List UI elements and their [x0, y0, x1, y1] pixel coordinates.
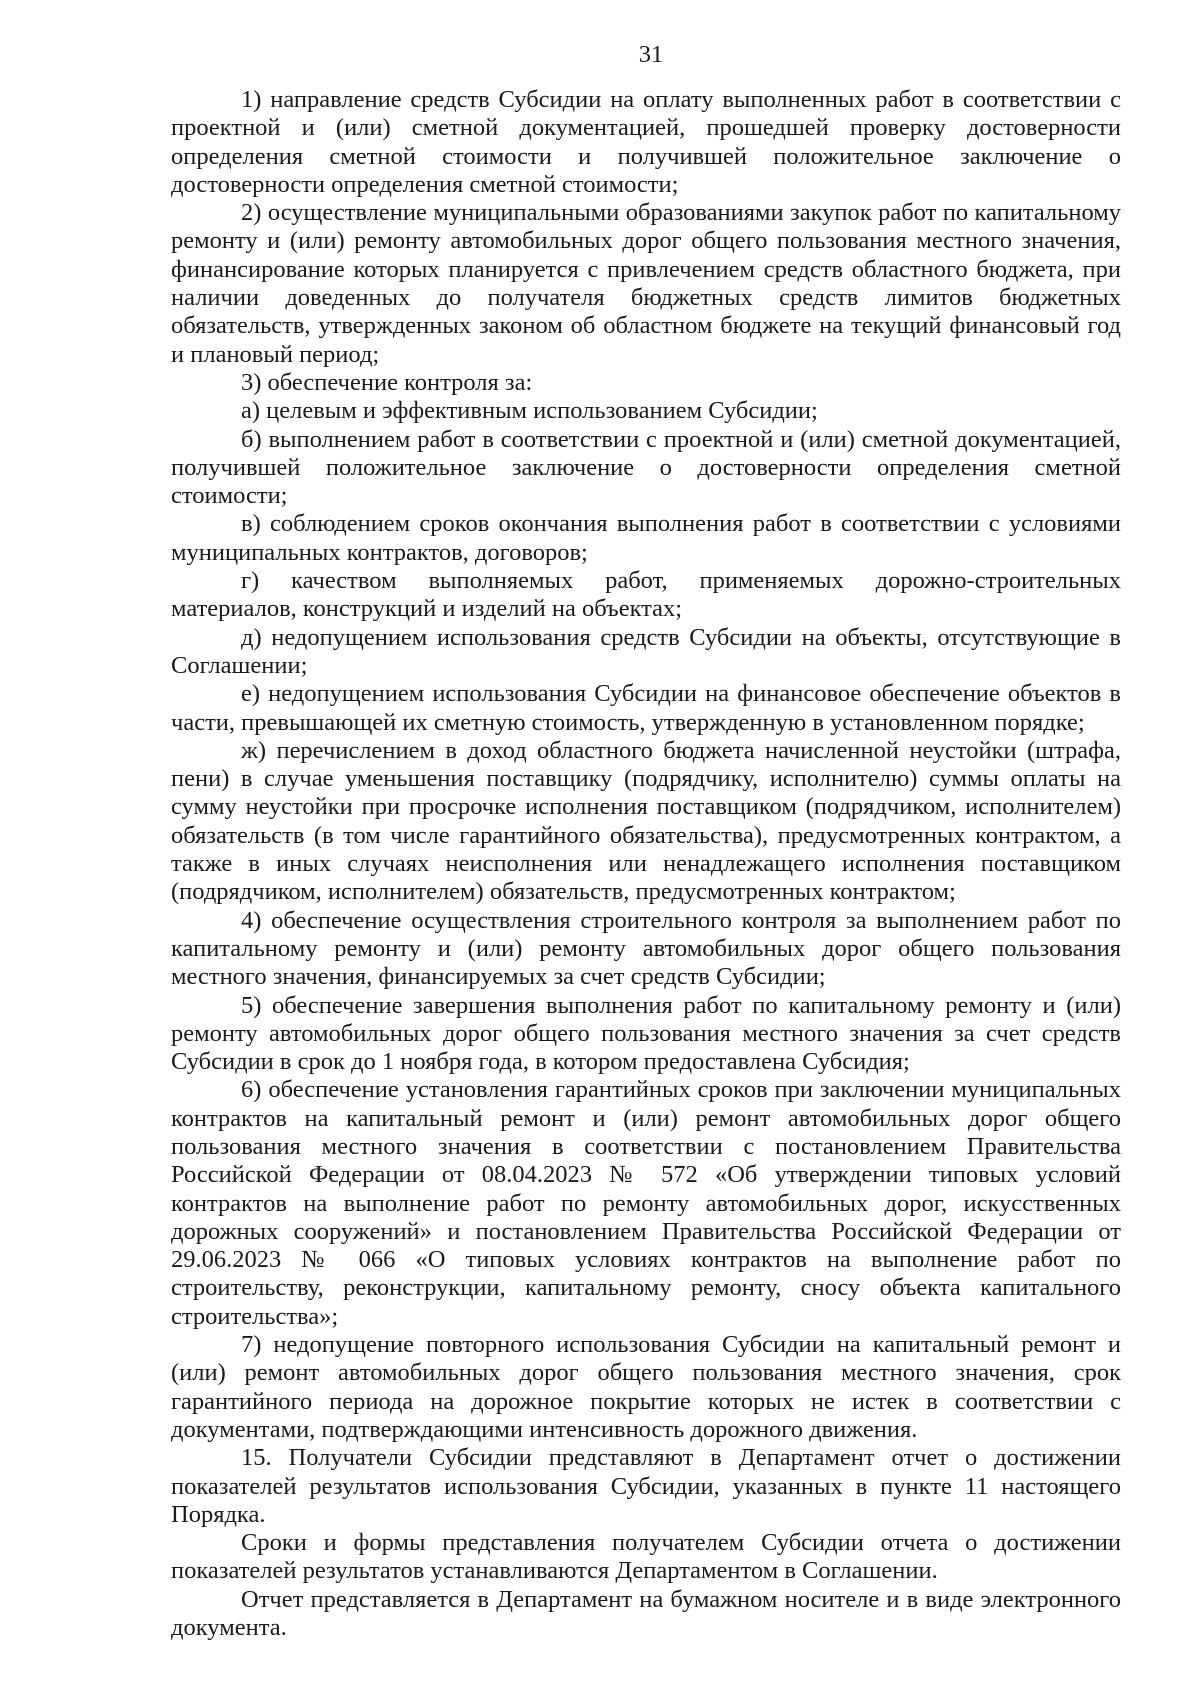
paragraph-clause-15: 15. Получатели Субсидии представляют в Департамент отчет о достижении показателей результатов использования Субсидии, указанных в пункте 11 настоящего Порядка. [171, 1444, 1121, 1528]
paragraph-item-4: 4) обеспечение осуществления строительного контроля за выполнением работ по капитальному ремонту и (или) ремонту автомобильных дорог общего пользования местного значения, финансируемых за счет средств Субсидии; [171, 906, 1121, 991]
paragraph-report-terms: Сроки и формы представления получателем Субсидии отчета о достижении показателей результатов устанавливаются Департаментом в Соглашении. [171, 1529, 1121, 1585]
paragraph-item-7: 7) недопущение повторного использования Субсидии на капитальный ремонт и (или) ремонт автомобильных дорог общего пользования местного значения, срок гарантийного периода на дорожное покрытие которых не истек в соответствии с документами, подтверждающими интенсивность дорожного движения. [171, 1331, 1121, 1443]
document-page [171, 40, 1121, 1642]
paragraph-subitem-v: в) соблюдением сроков окончания выполнения работ в соответствии с условиями муниципальных контрактов, договоров; [171, 510, 1121, 566]
paragraph-subitem-d: д) недопущением использования средств Субсидии на объекты, отсутствующие в Соглашении; [171, 623, 1121, 679]
paragraph-subitem-b: б) выполнением работ в соответствии с проектной и (или) сметной документацией, получившей положительное заключение о достоверности определения сметной стоимости; [171, 425, 1121, 510]
paragraph-subitem-zh: ж) перечислением в доход областного бюджета начисленной неустойки (штрафа, пени) в случае уменьшения поставщику (подрядчику, исполнителю) суммы оплаты на сумму неустойки при просрочке исполнения поставщиком (подрядчиком, исполнителем) обязательств (в том числе гарантийного обязательства), предусмотренных контрактом, а также в иных случаях неисполнения или ненадлежащего исполнения поставщиком (подрядчиком, исполнителем) обязательств, предусмотренных контрактом; [171, 736, 1121, 906]
paragraph-report-format: Отчет представляется в Департамент на бумажном носителе и в виде электронного документа. [171, 1585, 1121, 1642]
page-number: 31 [638, 41, 664, 68]
paragraph-item-3: 3) обеспечение контроля за: [241, 368, 533, 396]
paragraph-subitem-e: е) недопущением использования Субсидии на финансовое обеспечение объектов в части, превышающей их сметную стоимость, утвержденную в установленном порядке; [171, 680, 1121, 736]
paragraph-subitem-a: а) целевым и эффективным использованием Субсидии; [241, 397, 818, 425]
paragraph-item-6: 6) обеспечение установления гарантийных сроков при заключении муниципальных контрактов на капитальный ремонт и (или) ремонт автомобильных дорог общего пользования местного значения в соответствии с постановлением Правительства Российской Федерации от 08.04.2023 № 572 «Об утверждении типовых условий контрактов на выполнение работ по ремонту автомобильных дорог, искусственных дорожных сооружений» и постановлением Правительства Российской Федерации от 29.06.2023 № 066 «О типовых условиях контрактов на выполнение работ по строительству, реконструкции, капитальному ремонту, сносу объекта капитального строительства»; [171, 1076, 1121, 1330]
paragraph-item-1: 1) направление средств Субсидии на оплату выполненных работ в соответствии с проектной и (или) сметной документацией, прошедшей проверку достоверности определения сметной стоимости и получившей положительное заключение о достоверности определения сметной стоимости; [171, 86, 1121, 198]
paragraph-item-2: 2) осуществление муниципальными образованиями закупок работ по капитальному ремонту и (или) ремонту автомобильных дорог общего пользования местного значения, финансирование которых планируется с привлечением средств областного бюджета, при наличии доведенных до получателя бюджетных средств лимитов бюджетных обязательств, утвержденных законом об областном бюджете на текущий финансовый год и плановый период; [171, 199, 1121, 368]
paragraph-subitem-g: г) качеством выполняемых работ, применяемых дорожно-строительных материалов, конструкций и изделий на объектах; [171, 567, 1121, 623]
paragraph-item-5: 5) обеспечение завершения выполнения работ по капитальному ремонту и (или) ремонту автомобильных дорог общего пользования местного значения за счет средств Субсидии в срок до 1 ноября года, в котором предоставлена Субсидия; [171, 991, 1121, 1076]
